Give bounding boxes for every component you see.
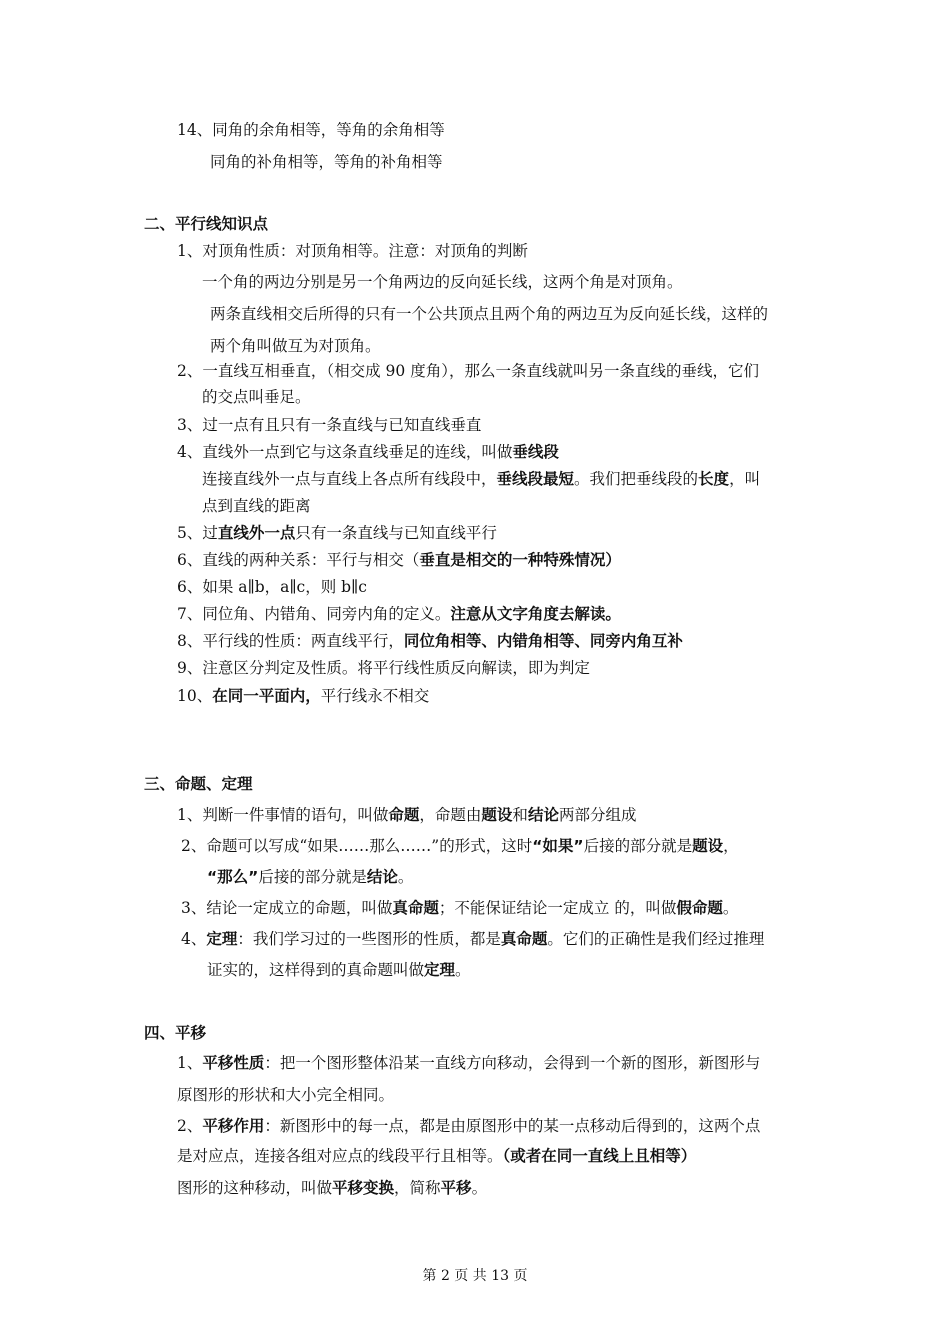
- text: 后接的部分就是: [583, 837, 693, 855]
- emphasis-text: 垂直是相交的一种特殊情况）: [419, 551, 621, 569]
- text: 4、直线外一点到它与这条直线垂足的连线，叫做: [177, 443, 513, 461]
- text: ，: [723, 837, 739, 855]
- emphasis-text: “如果”: [532, 837, 584, 855]
- proposition-item-2-line2: [207, 867, 413, 887]
- proposition-item-4-line1: [181, 929, 764, 949]
- proposition-item-4-line2: [207, 960, 471, 980]
- emphasis-text: 长度: [698, 470, 730, 488]
- text: 。: [397, 868, 414, 886]
- para-14-line1: 14、同角的余角相等，等角的余角相等: [177, 121, 445, 139]
- text: 连接直线外一点与直线上各点所有线段中，: [202, 470, 497, 488]
- parallel-item-1-detail-b: 两条直线相交后所得的只有一个公共顶点且两个角的两边互为反向延长线，这样的: [210, 305, 769, 323]
- emphasis-text: 题设: [692, 837, 724, 855]
- emphasis-text: 直线外一点: [217, 524, 296, 542]
- emphasis-text: 平移作用: [202, 1117, 265, 1135]
- proposition-item-3: [181, 898, 738, 918]
- emphasis-text: 垂线段: [512, 443, 559, 461]
- text: 平行线永不相交: [320, 687, 430, 705]
- emphasis-text: 真命题: [500, 930, 548, 948]
- text: ，简称: [394, 1179, 441, 1197]
- text: 1、: [177, 1054, 203, 1072]
- translation-item-2-line1: [177, 1116, 760, 1136]
- text: ：把一个图形整体沿某一直线方向移动，会得到一个新的图形，新图形与: [264, 1054, 761, 1072]
- parallel-item-4-detail: [202, 469, 760, 489]
- parallel-item-3: 3、过一点有且只有一条直线与已知直线垂直: [177, 416, 482, 434]
- parallel-item-1-detail-a: 一个角的两边分别是另一个角两边的反向延长线，这两个角是对顶角。: [202, 273, 683, 291]
- text: 。: [471, 1179, 488, 1197]
- emphasis-text: 假命题: [676, 899, 723, 917]
- parallel-item-5: [177, 523, 497, 543]
- emphasis-text: 注意从文字角度去解读。: [450, 605, 621, 623]
- text: ，命题由: [419, 806, 482, 824]
- emphasis-text: 命题: [388, 806, 420, 824]
- text: ：我们学习过的一些图形的性质，都是: [237, 930, 501, 948]
- text: 证实的，这样得到的真命题叫做: [207, 961, 425, 979]
- text: 。: [722, 899, 739, 917]
- para-14-line2: 同角的补角相等，等角的补角相等: [210, 153, 443, 171]
- emphasis-text: 结论: [366, 868, 398, 886]
- emphasis-text: 垂线段最短: [496, 470, 575, 488]
- proposition-item-2-line1: [181, 836, 739, 856]
- proposition-item-1: [177, 805, 636, 825]
- text: ：新图形中的每一点，都是由原图形中的某一点移动后得到的，这两个点: [264, 1117, 761, 1135]
- parallel-item-6: [177, 550, 621, 570]
- parallel-item-9: 9、注意区分判定及性质。将平行线性质反向解读，即为判定: [177, 659, 590, 677]
- text: 10、: [177, 687, 213, 705]
- text: 。我们把垂线段的: [574, 470, 699, 488]
- text: 是对应点，连接各组对应点的线段平行且相等。: [177, 1147, 503, 1165]
- text: 只有一条直线与已知直线平行: [295, 524, 497, 542]
- parallel-item-8: [177, 631, 683, 651]
- parallel-item-4-detail-2: 点到直线的距离: [202, 497, 311, 515]
- parallel-item-10: [177, 686, 429, 706]
- parallel-item-1-detail-c: 两个角叫做互为对顶角。: [210, 337, 381, 355]
- text: 7、同位角、内错角、同旁内角的定义。: [177, 605, 451, 623]
- parallel-item-1: 1、对顶角性质：对顶角相等。注意：对顶角的判断: [177, 242, 528, 260]
- text: ；不能保证结论一定成立 的，叫做: [438, 899, 677, 917]
- text: ，叫: [729, 470, 761, 488]
- section-heading-translation: 四、平移: [144, 1024, 207, 1042]
- parallel-item-4: [177, 442, 559, 462]
- parallel-item-2-line2: 的交点叫垂足。: [202, 388, 311, 406]
- emphasis-text: 题设: [481, 806, 513, 824]
- text: 6、直线的两种关系：平行与相交（: [177, 551, 420, 569]
- emphasis-text: 平移变换: [332, 1179, 395, 1197]
- emphasis-text: 同位角相等、内错角相等、同旁内角互补: [403, 632, 683, 650]
- text: 2、命题可以写成“如果……那么……”的形式，这时: [181, 837, 533, 855]
- text: 后接的部分就是: [258, 868, 367, 886]
- text: 5、过: [177, 524, 218, 542]
- parallel-item-2-line1: 2、一直线互相垂直，（相交成 90 度角），那么一条直线就叫另一条直线的垂线，它们: [177, 362, 759, 380]
- text: 和: [512, 806, 528, 824]
- emphasis-text: （或者在同一直线上且相等）: [502, 1147, 697, 1165]
- translation-item-1-line1: [177, 1053, 760, 1073]
- emphasis-text: 平移: [440, 1179, 472, 1197]
- emphasis-text: 定理: [424, 961, 456, 979]
- translation-item-1-line2: 原图形的形状和大小完全相同。: [177, 1086, 395, 1104]
- text: 3、结论一定成立的命题，叫做: [181, 899, 393, 917]
- emphasis-text: 定理: [206, 930, 238, 948]
- translation-item-3: [177, 1178, 487, 1198]
- parallel-item-7: [177, 604, 621, 624]
- translation-item-2-line2: [177, 1146, 696, 1166]
- text: 2、: [177, 1117, 203, 1135]
- emphasis-text: 结论: [527, 806, 559, 824]
- text: 图形的这种移动，叫做: [177, 1179, 333, 1197]
- text: 1、判断一件事情的语句，叫做: [177, 806, 389, 824]
- emphasis-text: “那么”: [207, 868, 259, 886]
- text: 。: [455, 961, 471, 979]
- emphasis-text: 真命题: [392, 899, 439, 917]
- emphasis-text: 平移性质: [202, 1054, 265, 1072]
- page-footer: 第 2 页 共 13 页: [422, 1268, 528, 1284]
- text: 4、: [181, 930, 207, 948]
- text: 8、平行线的性质：两直线平行，: [177, 632, 404, 650]
- text: 两部分组成: [558, 806, 637, 824]
- text: 。它们的正确性是我们经过推理: [547, 930, 765, 948]
- section-heading-parallel: 二、平行线知识点: [144, 215, 269, 233]
- parallel-item-6b: 6、如果 a∥b，a∥c，则 b∥c: [177, 578, 367, 596]
- emphasis-text: 在同一平面内，: [212, 687, 321, 705]
- section-heading-proposition: 三、命题、定理: [144, 775, 253, 793]
